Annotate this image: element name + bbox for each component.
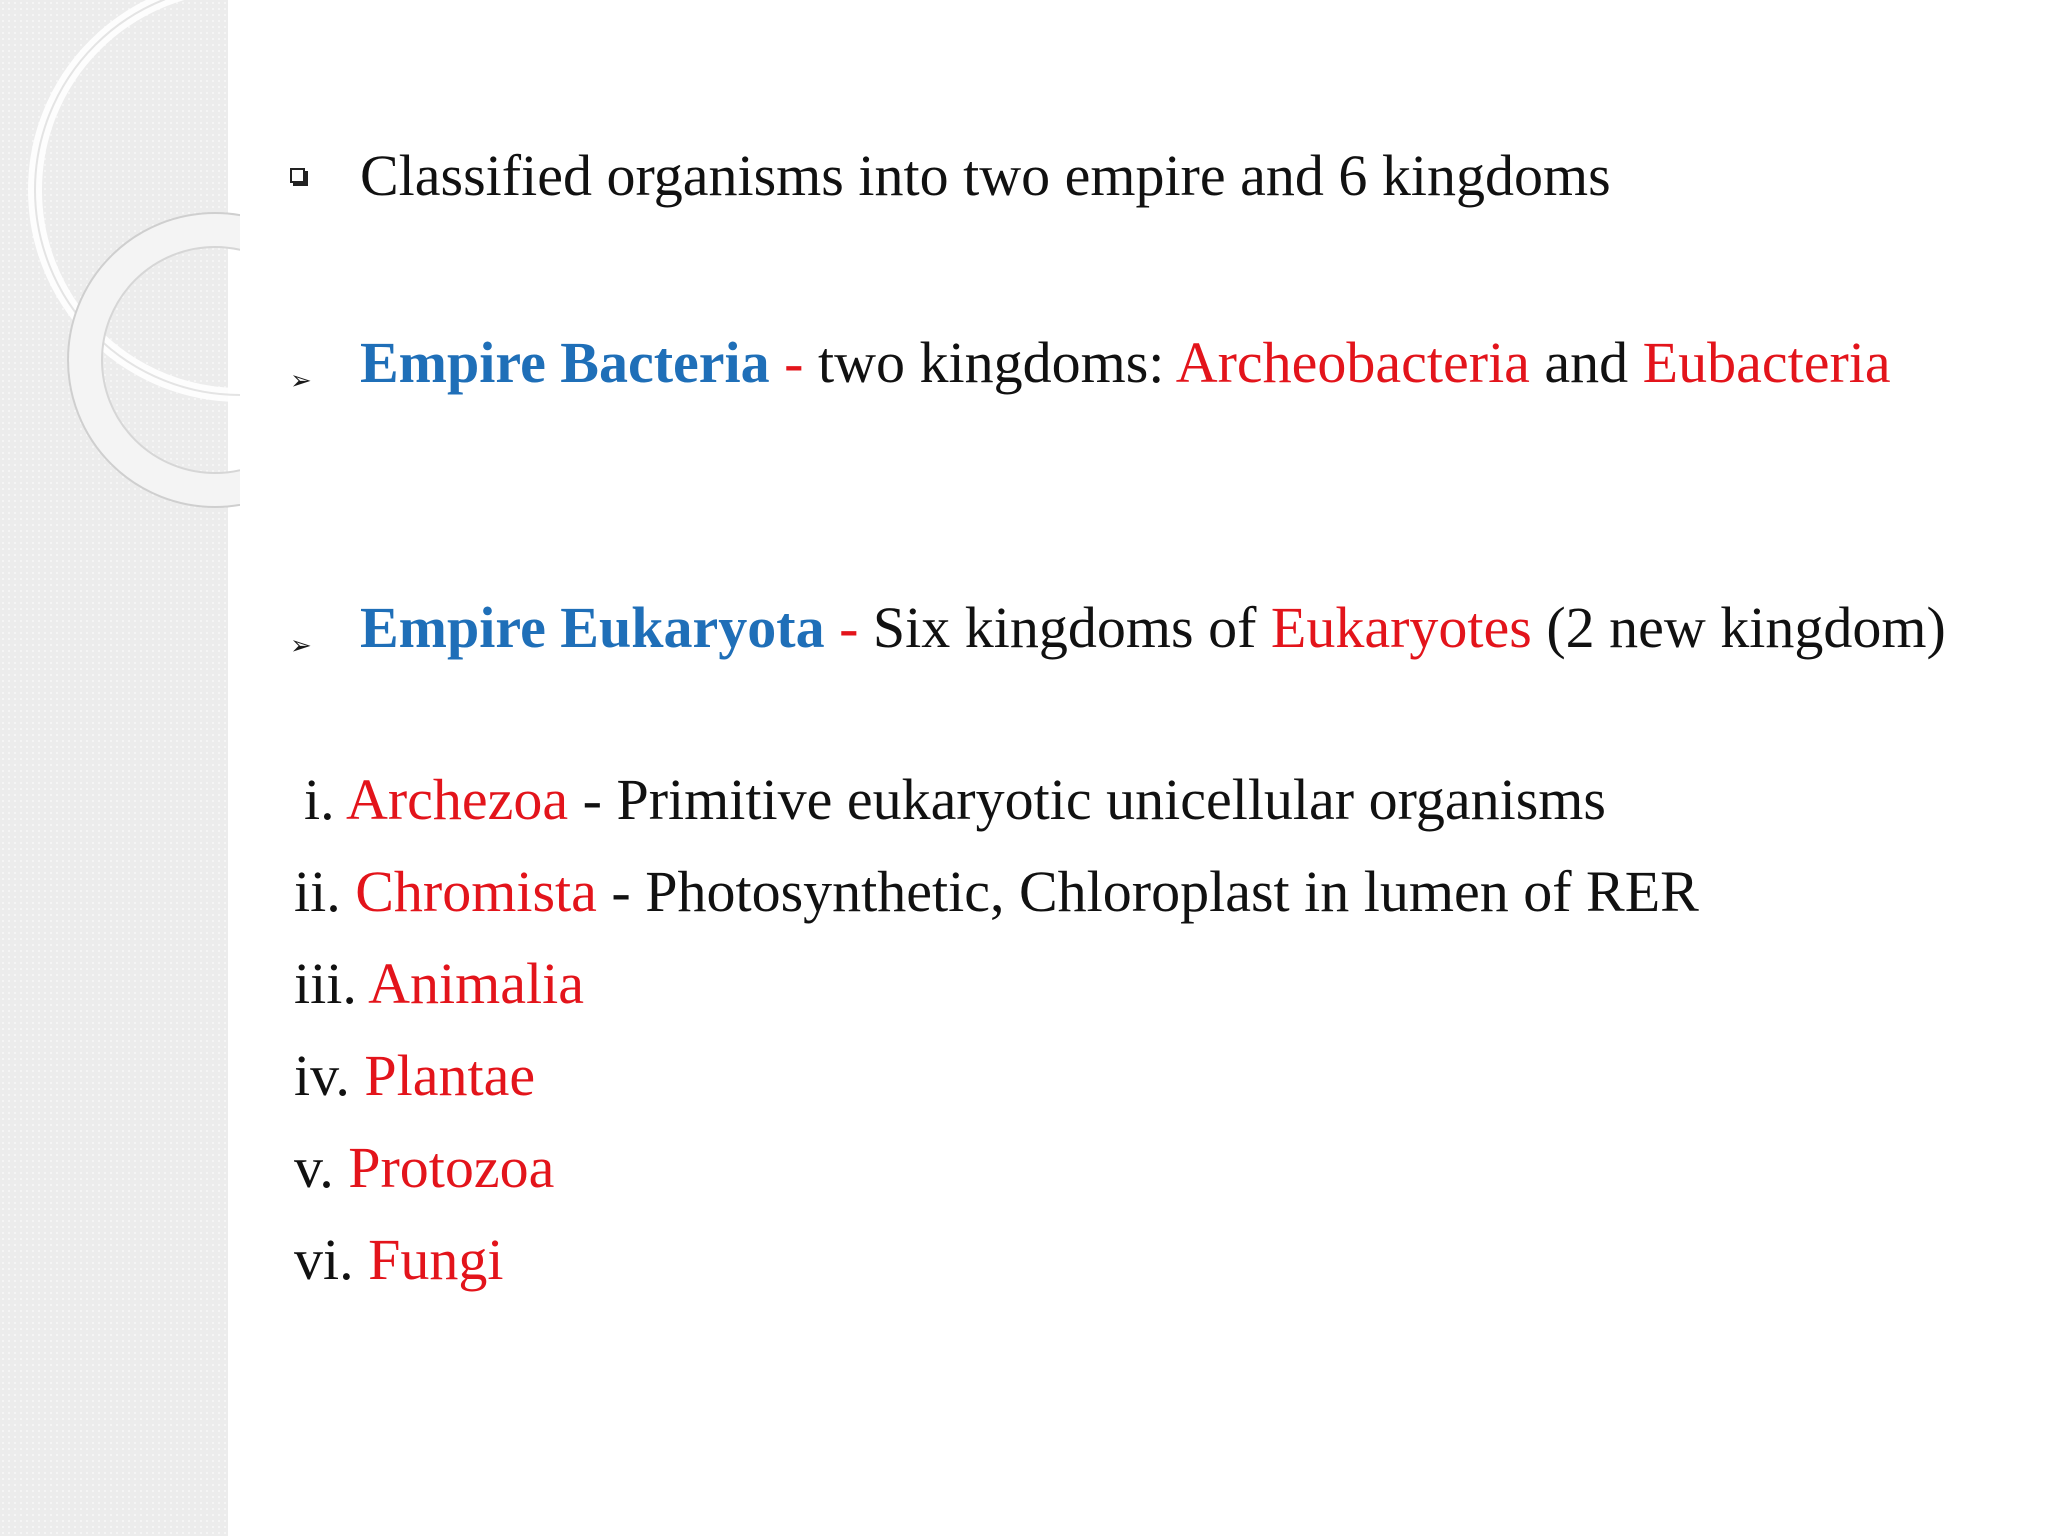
- dash: -: [784, 330, 804, 395]
- kingdom-name: Animalia: [368, 951, 584, 1016]
- kingdom-archeobacteria: Archeobacteria: [1175, 330, 1530, 395]
- kingdom-item-2: [294, 854, 1699, 930]
- eukaryota-desc: Six kingdoms of: [872, 595, 1257, 660]
- kingdom-numeral: vi.: [294, 1227, 354, 1292]
- bullet-empire-eukaryota: [290, 590, 2000, 666]
- arrow-bullet-icon: ➢: [290, 366, 312, 396]
- bullet-classification: [290, 138, 2000, 214]
- bullet-classification-text: Classified organisms into two empire and 6 kingdoms: [360, 143, 1611, 208]
- eukaryotes-highlight: Eukaryotes: [1270, 595, 1532, 660]
- empire-eukaryota-label: Empire Eukaryota: [360, 595, 825, 660]
- kingdom-numeral: iv.: [294, 1043, 350, 1108]
- decorative-rings: [0, 0, 240, 520]
- square-bullet-icon: [290, 168, 305, 183]
- empire-bacteria-label: Empire Bacteria: [360, 330, 770, 395]
- kingdom-numeral: i.: [304, 767, 335, 832]
- kingdom-desc: - Photosynthetic, Chloroplast in lumen of RER: [611, 859, 1699, 924]
- kingdom-desc: - Primitive eukaryotic unicellular organisms: [582, 767, 1606, 832]
- kingdom-numeral: v.: [294, 1135, 334, 1200]
- kingdom-name: Chromista: [355, 859, 597, 924]
- kingdom-name: Fungi: [368, 1227, 504, 1292]
- bacteria-desc: two kingdoms:: [817, 330, 1165, 395]
- dash: -: [839, 595, 859, 660]
- new-kingdom-note: (2 new kingdom): [1546, 595, 1946, 660]
- kingdom-numeral: iii.: [294, 951, 357, 1016]
- kingdom-name: Plantae: [364, 1043, 536, 1108]
- kingdom-item-1: [304, 762, 1606, 838]
- kingdom-item-6: [294, 1222, 504, 1298]
- kingdom-numeral: ii.: [294, 859, 341, 924]
- kingdom-name: Protozoa: [348, 1135, 555, 1200]
- bullet-empire-bacteria-text: [360, 325, 2000, 401]
- kingdom-name: Archezoa: [345, 767, 569, 832]
- kingdom-item-4: [294, 1038, 535, 1114]
- kingdom-item-5: [294, 1130, 554, 1206]
- arrow-bullet-icon: ➢: [290, 631, 312, 661]
- kingdom-eubacteria: Eubacteria: [1642, 330, 1891, 395]
- kingdom-item-3: [294, 946, 584, 1022]
- bullet-empire-eukaryota-text: [360, 590, 2000, 666]
- and-text: and: [1544, 330, 1629, 395]
- bullet-empire-bacteria: [290, 325, 2000, 401]
